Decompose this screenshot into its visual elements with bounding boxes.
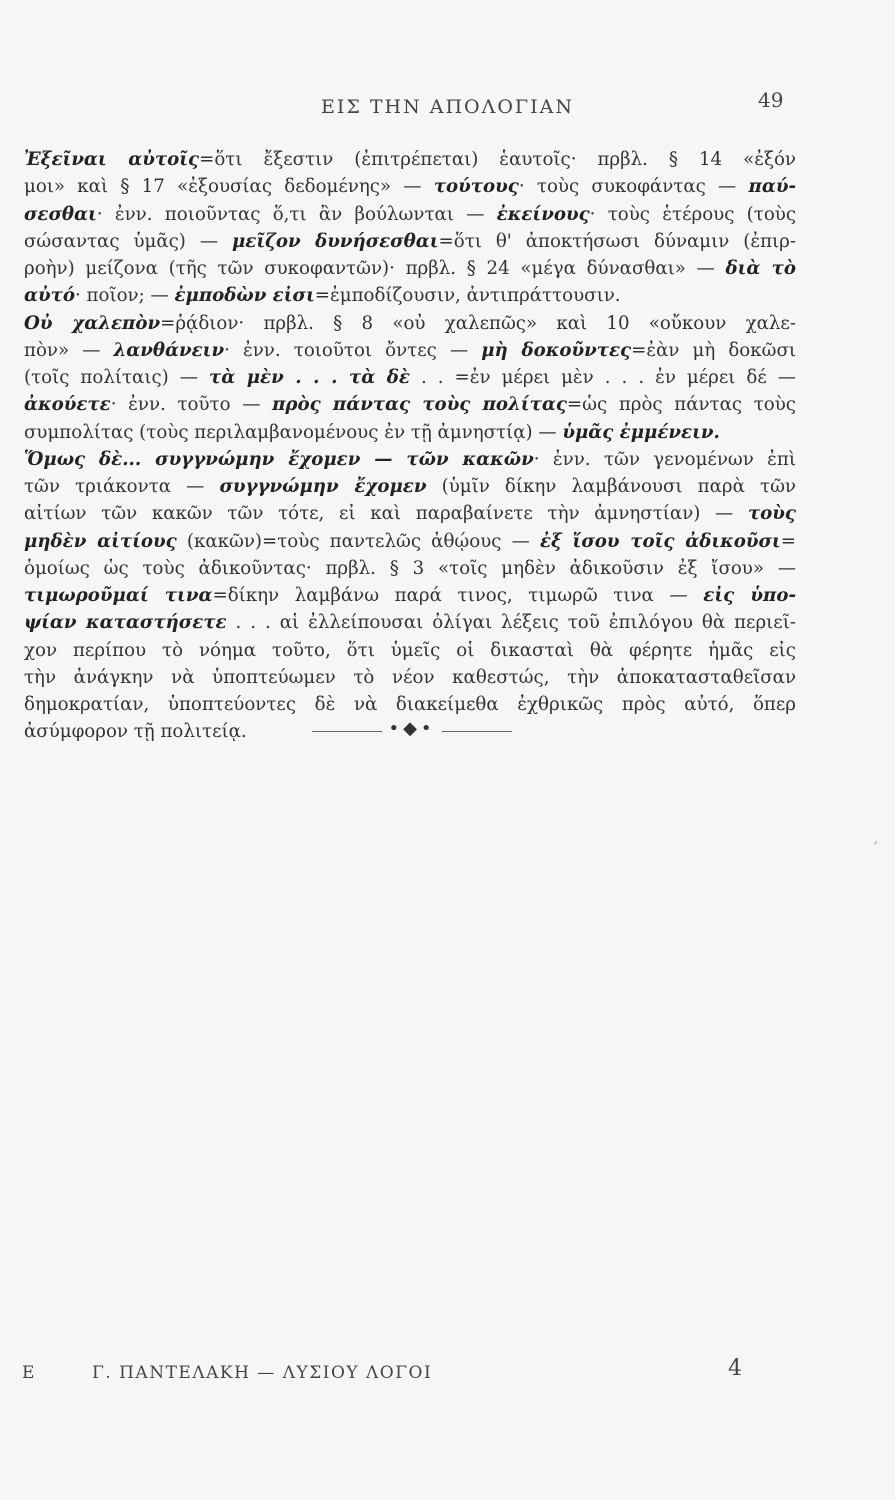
signature-text: Γ. ΠΑΝΤΕΛΑΚΗ — ΛΥΣΙΟΥ ΛΟΓΟΙ	[92, 1363, 433, 1383]
gloss-text: · τοὺς ἑτέρους (τοὺς	[589, 203, 797, 225]
text-line	[24, 282, 796, 309]
lemma-term: διὰ τὸ	[725, 258, 796, 279]
text-line	[24, 555, 796, 582]
gloss-text: δημοκρατίαν, ὑποπτεύοντες δὲ νὰ διακείμεθα ἐχθρικῶς πρὸς αὐτό, ὅπερ	[24, 694, 796, 715]
lemma-term: αὐτό	[24, 285, 75, 307]
text-line	[24, 637, 796, 664]
gloss-text: · ἐνν. τῶν γενομένων ἐπὶ	[533, 448, 796, 470]
gloss-text: τὴν ἀνάγκην νὰ ὑποπτεύωμεν τὸ νέον καθεστώς, τὴν ἀποκατασταθεῖσαν	[24, 666, 796, 688]
text-line	[24, 228, 796, 255]
gloss-text: =ὅτι θ' ἀποκτήσωσι δύναμιν (ἐπιρ-	[438, 230, 797, 252]
lemma-term: ὑμᾶς ἐμμένειν.	[562, 421, 720, 443]
text-line	[24, 446, 796, 473]
lemma-term: ἐκείνους	[496, 203, 590, 225]
gloss-text: συμπολίτας (τοὺς περιλαμβανομένους ἐν τῇ ἀμνηστίᾳ) —	[24, 421, 563, 443]
text-line	[24, 528, 796, 555]
gloss-text: · ποῖον; —	[74, 285, 175, 307]
text-line	[24, 609, 796, 636]
ornament-rule-left	[312, 731, 382, 732]
text-line	[24, 391, 796, 418]
text-line	[24, 173, 796, 200]
gloss-text: =	[780, 530, 796, 552]
gloss-text: . . =ἐν μέρει μὲν . . . ἐν μέρει δέ —	[409, 367, 796, 388]
lemma-term: Οὐ χαλεπὸν	[24, 312, 161, 334]
text-line	[24, 310, 796, 337]
gloss-text: χον περίπου τὸ νόημα τοῦτο, ὅτι ὑμεῖς οἱ δικασταὶ θὰ φέρητε ἡμᾶς εἰς	[24, 639, 796, 661]
text-line	[24, 201, 796, 228]
lemma-term: τὰ μὲν . . . τὰ δὲ	[208, 367, 410, 388]
margin-mark: ,	[874, 832, 878, 846]
lemma-term: τοὺς	[747, 503, 796, 525]
lemma-term: ψίαν καταστήσετε	[24, 612, 227, 634]
gloss-text: πὸν» —	[24, 339, 114, 361]
text-line	[24, 500, 796, 527]
lemma-term: μεῖζον δυνήσεσθαι	[231, 230, 439, 252]
lemma-term: ἐμποδὼν εἰσι	[174, 285, 315, 307]
gloss-text: =ἐὰν μὴ δοκῶσι	[631, 339, 796, 361]
text-line	[24, 364, 796, 391]
signature-letter: Ε	[22, 1363, 35, 1383]
lemma-term: ἀκούετε	[24, 394, 111, 416]
lemma-term: λανθάνειν	[113, 339, 225, 361]
lemma-term: παύ-	[748, 176, 796, 198]
gloss-text: · ἐνν. τοιοῦτοι ὄντες —	[224, 339, 482, 361]
gloss-text: =ῥᾴδιον· πρβλ. § 8 «οὐ χαλεπῶς» καὶ 10 «οὔκουν χαλε-	[160, 312, 796, 334]
gloss-text: τῶν τριάκοντα —	[24, 476, 220, 497]
lemma-term: τιμωροῦμαί τινα	[24, 585, 213, 606]
gloss-text: σώσαντας ὑμᾶς) —	[24, 230, 232, 252]
gloss-text: (τοῖς πολίταις) —	[24, 367, 209, 388]
gloss-text: ὁμοίως ὡς τοὺς ἀδικοῦντας· πρβλ. § 3 «τοῖς μηδὲν ἀδικοῦσιν ἐξ ἴσου» —	[24, 557, 796, 579]
lemma-term: πρὸς πάντας τοὺς πολίτας	[272, 394, 567, 416]
gloss-text: · ἐνν. τοῦτο —	[110, 394, 273, 416]
gloss-text: (ὑμῖν δίκην λαμβάνουσι παρὰ τῶν	[426, 476, 796, 497]
gloss-text: · τοὺς συκοφάντας —	[518, 176, 749, 198]
text-line	[24, 691, 796, 718]
page-number: 49	[758, 88, 784, 112]
lemma-term: Ὅμως δὲ... συγγνώμην ἔχομεν — τῶν κακῶν	[24, 448, 534, 470]
lemma-term: μηδὲν αἰτίους	[24, 530, 177, 552]
text-line	[24, 337, 796, 364]
gloss-text: . . . αἱ ἐλλείπουσαι ὀλίγαι λέξεις τοῦ ἐπιλόγου θὰ περιεῖ-	[226, 612, 796, 634]
gloss-text: μοι» καὶ § 17 «ἐξουσίας δεδομένης» —	[24, 176, 434, 198]
lemma-term: συγγνώμην ἔχομεν	[219, 476, 427, 497]
gloss-text: =ἐμποδίζουσιν, ἀντιπράττουσιν.	[314, 285, 621, 307]
text-line	[24, 582, 796, 609]
gloss-text: · ἐνν. ποιοῦντας ὅ,τι ἂν βούλωνται —	[96, 203, 497, 225]
gloss-text: ροὴν) μείζονα (τῆς τῶν συκοφαντῶν)· πρβλ. § 24 «μέγα δύνασθαι» —	[24, 258, 726, 279]
ornament-rule-right	[442, 731, 512, 732]
gloss-text: =ὅτι ἔξεστιν (ἐπιτρέπεται) ἑαυτοῖς· πρβλ. § 14 «ἐξόν	[199, 149, 796, 170]
lemma-term: μὴ δοκοῦντες	[481, 339, 632, 361]
running-title: ΕΙΣ ΤΗΝ ΑΠΟΛΟΓΙΑΝ	[321, 96, 574, 118]
commentary-text	[24, 146, 796, 746]
text-line	[24, 146, 796, 173]
text-line	[24, 664, 796, 691]
gloss-text: =δίκην λαμβάνω παρά τινος, τιμωρῶ τινα —	[212, 585, 704, 606]
text-line	[24, 255, 796, 282]
gloss-text: ἀσύμφορον τῇ πολιτείᾳ.	[24, 721, 247, 743]
lemma-term: σεσθαι	[24, 203, 97, 225]
gloss-text: (κακῶν)=τοὺς παντελῶς ἀθῴους —	[176, 530, 540, 552]
ornament-dots: •◆•	[388, 718, 436, 739]
lemma-term: τούτους	[433, 176, 519, 198]
gloss-text: =ὡς πρὸς πάντας τοὺς	[566, 394, 796, 416]
text-line	[24, 419, 796, 446]
signature-number: 4	[728, 1356, 742, 1381]
lemma-term: εἰς ὑπο-	[703, 585, 797, 606]
text-line	[24, 473, 796, 500]
lemma-term: ἐξ ἴσου τοῖς ἀδικοῦσι	[539, 530, 781, 552]
lemma-term: Ἐξεῖναι αὐτοῖς	[24, 149, 200, 170]
section-ornament	[312, 718, 512, 742]
gloss-text: αἰτίων τῶν κακῶν τῶν τότε, εἰ καὶ παραβαίνετε τὴν ἀμνηστίαν) —	[24, 503, 748, 525]
